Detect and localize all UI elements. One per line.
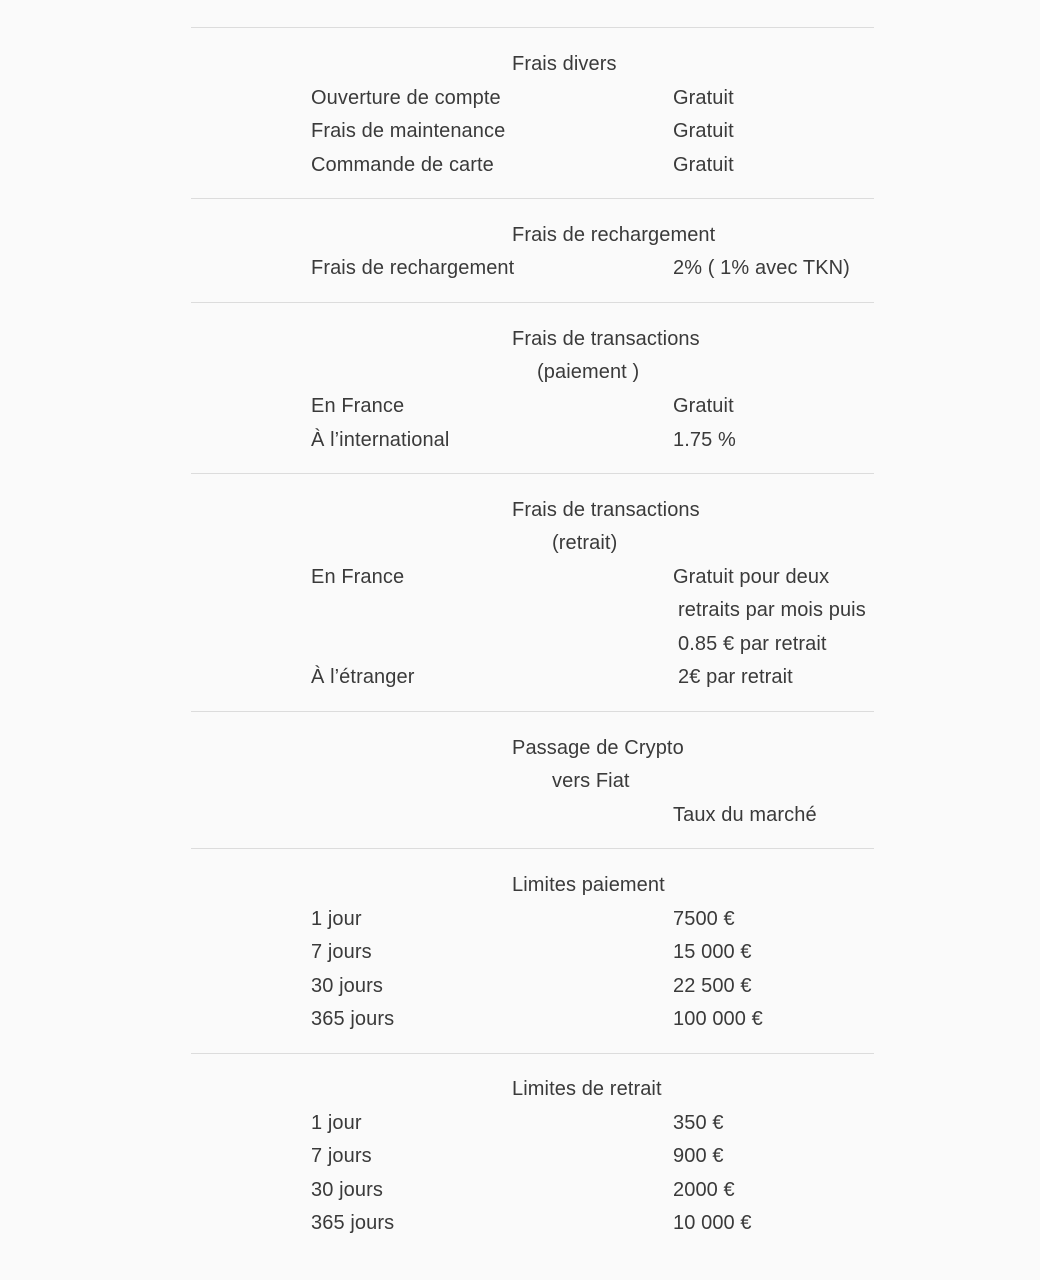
row-value: Gratuit (673, 395, 734, 417)
row-label: 30 jours (311, 1179, 383, 1201)
row-label: 7 jours (311, 1145, 372, 1167)
section-title-transactions-paiement: Frais de transactions (512, 328, 700, 350)
row-value: 900 € (673, 1145, 724, 1167)
row-value: Gratuit (673, 87, 734, 109)
section-subtitle-retrait: (retrait) (552, 532, 618, 554)
row-label: 365 jours (311, 1008, 395, 1030)
section-title-rechargement: Frais de rechargement (512, 224, 716, 246)
row-value: Gratuit (673, 154, 734, 176)
row-label: En France (311, 566, 405, 588)
row-label: 1 jour (311, 1112, 362, 1134)
row-value: 100 000 € (673, 1008, 763, 1030)
row-value: Gratuit pour deux (673, 566, 830, 588)
section-subtitle-paiement: (paiement ) (537, 361, 640, 383)
section-title-crypto-fiat: Passage de Crypto (512, 737, 684, 759)
row-value: 2000 € (673, 1179, 735, 1201)
row-value: 15 000 € (673, 941, 752, 963)
section-title-limites-retrait: Limites de retrait (512, 1078, 662, 1100)
row-label: 1 jour (311, 908, 362, 930)
row-value: 22 500 € (673, 975, 752, 997)
row-label: 30 jours (311, 975, 383, 997)
row-value: 2% ( 1% avec TKN) (673, 257, 850, 279)
divider (191, 198, 874, 199)
section-title-limites-paiement: Limites paiement (512, 874, 665, 896)
row-value: retraits par mois puis (678, 599, 866, 621)
divider (191, 27, 874, 28)
row-value: 0.85 € par retrait (678, 633, 827, 655)
row-value: 7500 € (673, 908, 735, 930)
row-value: 350 € (673, 1112, 724, 1134)
row-label: 7 jours (311, 941, 372, 963)
row-value: 1.75 % (673, 429, 736, 451)
divider (191, 1053, 874, 1054)
row-label: Ouverture de compte (311, 87, 501, 109)
row-label: Commande de carte (311, 154, 494, 176)
section-title-frais-divers: Frais divers (512, 53, 617, 75)
section-subtitle-fiat: vers Fiat (552, 770, 630, 792)
row-label: À l’étranger (311, 666, 415, 688)
row-value: 10 000 € (673, 1212, 752, 1234)
row-value: Taux du marché (673, 804, 817, 826)
divider (191, 302, 874, 303)
section-title-transactions-retrait: Frais de transactions (512, 499, 700, 521)
row-value: Gratuit (673, 120, 734, 142)
row-label: Frais de maintenance (311, 120, 506, 142)
row-value: 2€ par retrait (678, 666, 793, 688)
row-label: À l’international (311, 429, 450, 451)
row-label: 365 jours (311, 1212, 395, 1234)
row-label: Frais de rechargement (311, 257, 515, 279)
divider (191, 711, 874, 712)
divider (191, 473, 874, 474)
divider (191, 848, 874, 849)
row-label: En France (311, 395, 405, 417)
